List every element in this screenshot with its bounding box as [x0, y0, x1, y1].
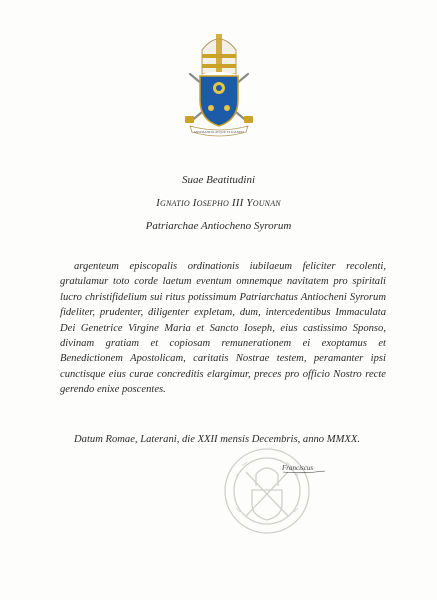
signature-icon	[281, 459, 327, 475]
svg-text:MISERANDO ATQUE ELIGENDO: MISERANDO ATQUE ELIGENDO	[194, 130, 244, 134]
addressee-title: Suae Beatitudini	[181, 174, 255, 186]
svg-text:Franciscus: Franciscus	[282, 464, 314, 472]
addressee-name: Ignatio Iosepho III Younan	[156, 197, 281, 209]
letter-dateline: Datum Romae, Laterani, die XXII mensis Decembris, anno MMXX.	[74, 434, 360, 445]
letter-body-paragraph: argenteum episcopalis ordinationis iubilaeum feliciter recolenti, gratulamur toto corde laetum eventum omnemque navitatem pro spiritali lucro christifidelium sui ritus potissimum Patriarchatus Antiocheni Syrorum fideliter, prudenter, diligenter expletam, dum, intercedentibus Immaculata Dei Genetrice Virgine Maria et Sancto Ioseph, eius castissimo Sponso, divinam gratiam et copiosam remunerationem ei exoptamus et Benedictionem Apostolicam, caritatis Nostrae testem, peramanter ipsi cunctisque eius curae concreditis elargimur, preces pro officio Nostro recte gerendo enixe poscentes.	[60, 261, 386, 396]
addressee-office: Patriarchae Antiocheno Syrorum	[145, 220, 292, 232]
papal-coat-of-arms-icon	[180, 30, 258, 138]
